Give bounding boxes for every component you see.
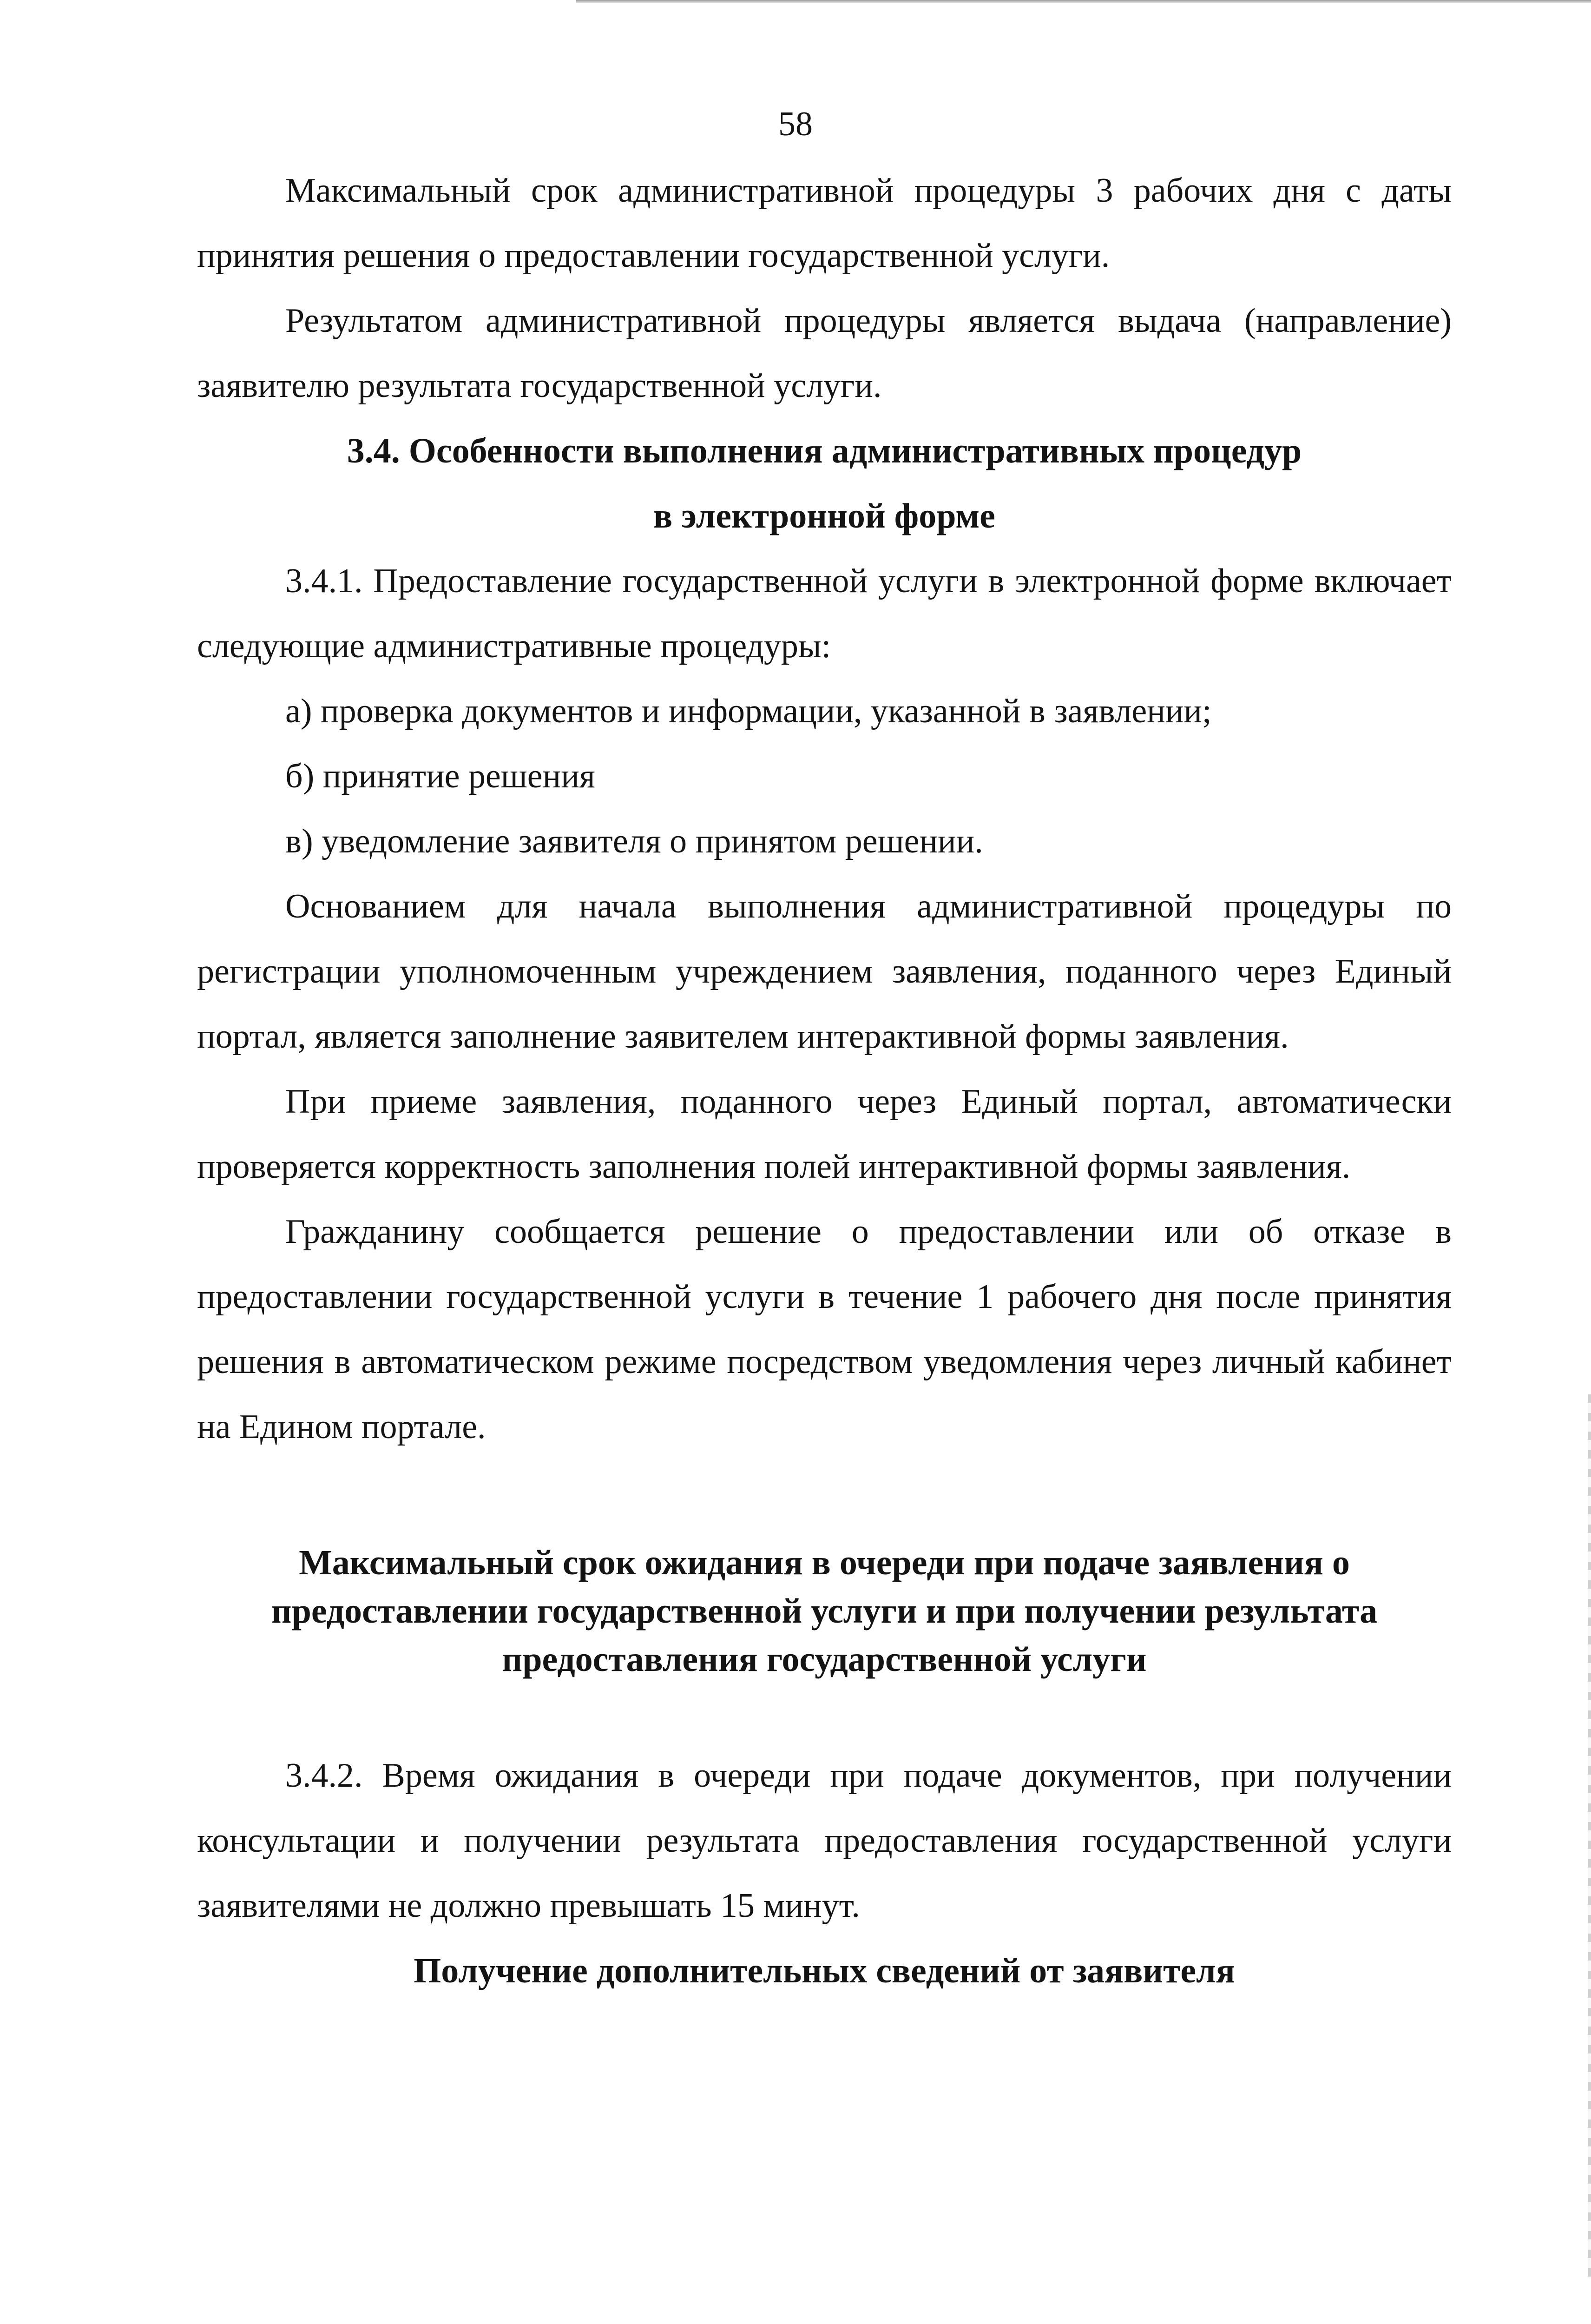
paragraph-3-4-1: 3.4.1. Предоставление государственной услуги в электронной форме включает следующие административные процедуры: [197,562,1452,665]
page-number: 58 [778,105,813,143]
scan-edge-top [576,0,1591,3]
list-item-b: б) принятие решения [285,757,595,795]
paragraph-max-term: Максимальный срок административной процедуры 3 рабочих дня с даты принятия решения о предоставлении государственной услуги. [197,172,1452,275]
paragraph-3-4-2: 3.4.2. Время ожидания в очереди при подаче документов, при получении консультации и получении результата предоставления государственной услуги заявителями не должно превышать 15 минут. [197,1756,1452,1925]
heading-queue-wait: Максимальный срок ожидания в очереди при подаче заявления о предоставлении государственной услуги и при получении результата предоставления государственной услуги [271,1543,1378,1679]
paragraph-notification: Гражданину сообщается решение о предоставлении или об отказе в предоставлении государственной услуги в течение 1 рабочего дня после принятия решения в автоматическом режиме посредством уведомления через личный кабинет на Едином портале. [197,1213,1452,1446]
section-heading-line1: 3.4. Особенности выполнения административных процедур [347,431,1302,470]
paragraph-reception: При приеме заявления, поданного через Единый портал, автоматически проверяется корректность заполнения полей интерактивной формы заявления. [197,1083,1452,1186]
heading-additional-info: Получение дополнительных сведений от заявителя [414,1951,1235,1990]
paragraph-result: Результатом административной процедуры является выдача (направление) заявителю результата государственной услуги. [197,302,1452,405]
document-body [197,158,1452,2003]
spacer [197,1684,1452,1743]
section-heading-line2: в электронной форме [653,496,995,535]
spacer [197,1459,1452,1538]
paragraph-basis: Основанием для начала выполнения административной процедуры по регистрации уполномоченным учреждением заявления, поданного через Единый портал, является заполнение заявителем интерактивной формы заявления. [197,887,1452,1056]
list-item-c: в) уведомление заявителя о принятом решении. [285,822,983,860]
scan-edge-right [1588,1394,1591,2278]
list-item-a: а) проверка документов и информации, указанной в заявлении; [285,692,1212,730]
